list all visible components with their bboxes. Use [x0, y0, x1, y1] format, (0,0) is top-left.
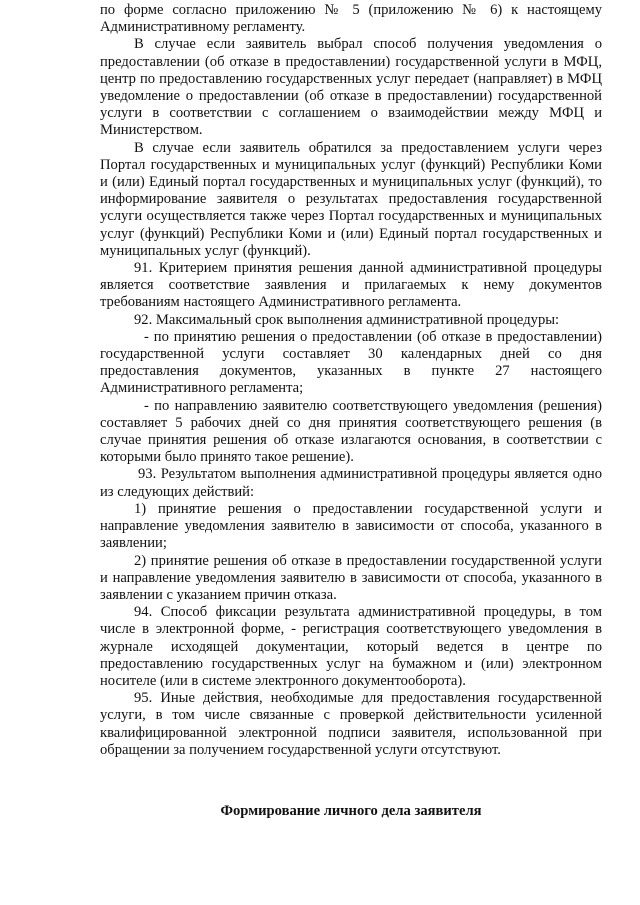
paragraph-portal-notification: В случае если заявитель обратился за предоставлением услуги через Портал государственных и муниципальных услуг (функций) Республики Коми и (или) Единый портал государственных и муниципальных услуг (функций), то информирование заявителя о результатах предоставления государственной услуги осуществляется также через Портал государственных и муниципальных услуг (функций) Республики Коми и (или) Единый портал государственных и муниципальных услуг (функций).	[100, 139, 602, 259]
paragraph-95: 95. Иные действия, необходимые для предоставления государственной услуги, в том числе связанные с проверкой действительности усиленной квалифицированной электронной подписи заявителя, использованной при обращении за получением государственной услуги отсутствуют.	[100, 690, 602, 758]
paragraph-91: 91. Критерием принятия решения данной административной процедуры является соответствие заявления и прилагаемых к нему документов требованиям настоящего Административного регламента.	[100, 260, 602, 311]
paragraph-93: 93. Результатом выполнения административной процедуры является одно из следующих действий:	[100, 466, 602, 500]
section-heading: Формирование личного дела заявителя	[220, 803, 482, 819]
paragraph-continuation: по форме согласно приложению № 5 (приложению № 6) к настоящему Административному регламенту.	[100, 2, 602, 36]
paragraph-92: 92. Максимальный срок выполнения административной процедуры:	[134, 311, 560, 328]
list-item-92-notification: - по направлению заявителю соответствующего уведомления (решения) составляет 5 рабочих дней со дня принятия соответствующего решения (в случае принятия решения об отказе излагаются основания, в соответствии с которыми было принято такое решение).	[100, 397, 602, 466]
list-item-92-decision: - по принятию решения о предоставлении (об отказе в предоставлении) государственной услуги составляет 30 календарных дней со дня предоставления документов, указанных в пункте 27 настоящего Административного регламента;	[100, 328, 602, 397]
list-item-93-2: 2) принятие решения об отказе в предоставлении государственной услуги и направление уведомления заявителю в зависимости от способа, указанного в заявлении с указанием причин отказа.	[100, 552, 602, 603]
paragraph-94: 94. Способ фиксации результата административной процедуры, в том числе в электронной форме, - регистрация соответствующего уведомления в журнале исходящей документации, который ведется в центре по предоставлению государственных услуг на бумажном и (или) электронном носителе (или в системе электронного документооборота).	[100, 604, 602, 689]
list-item-93-1: 1) принятие решения о предоставлении государственной услуги и направление уведомления заявителю в зависимости от способа, указанного в заявлении;	[100, 500, 602, 552]
paragraph-mfc-notification: В случае если заявитель выбрал способ получения уведомления о предоставлении (об отказе в предоставлении) государственной услуги в МФЦ, центр по предоставлению государственных услуг передает (направляет) в МФЦ уведомление о предоставлении (об отказе в предоставлении) государственной услуги в соответствии с соглашением о взаимодействии между МФЦ и Министерством.	[100, 36, 602, 139]
